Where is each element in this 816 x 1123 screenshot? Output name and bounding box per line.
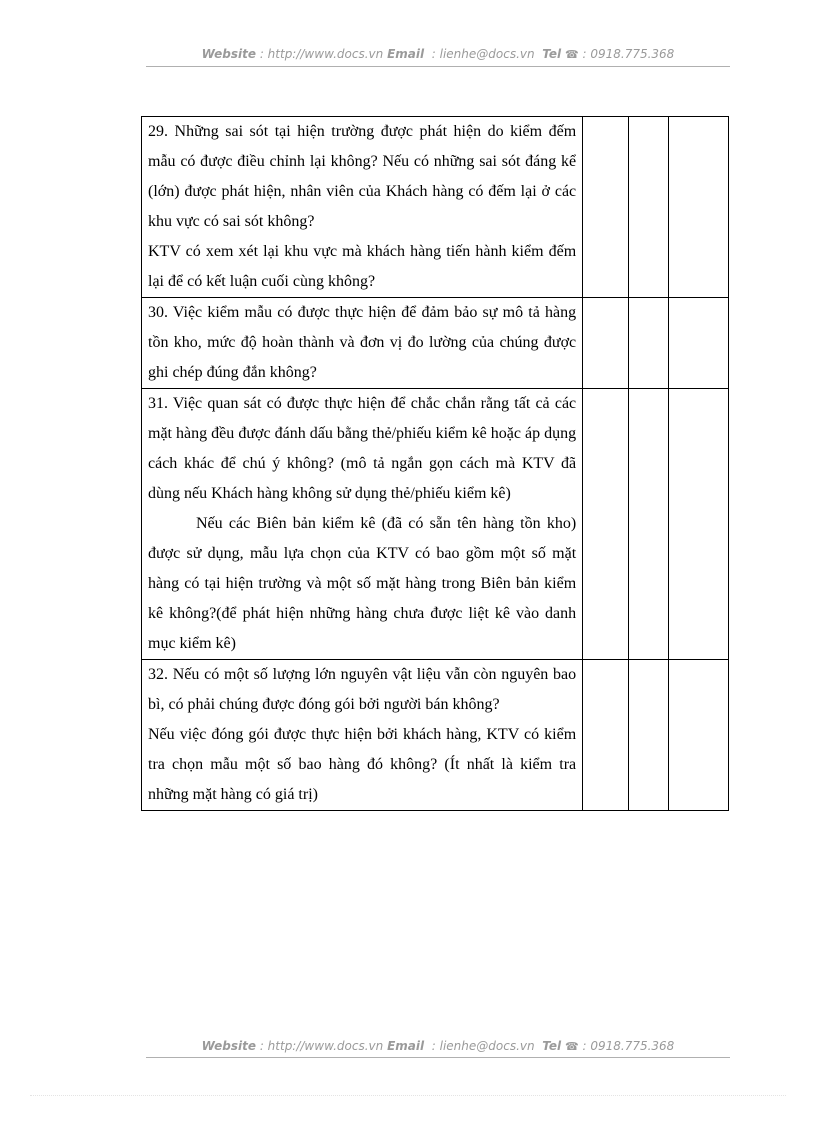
question-paragraph: KTV có xem xét lại khu vực mà khách hàng tiến hành kiểm đếm lại để có kết luận cuối cùng không? [148, 243, 577, 290]
phone-icon: ☎ [564, 48, 579, 61]
question-paragraph: Nếu các Biên bản kiểm kê (đã có sẵn tên hàng tồn kho) được sử dụng, mẫu lựa chọn của KTV có bao gồm một số mặt hàng có tại hiện trường và một số mặt hàng trong Biên bản kiểm kê không?(để phát hiện những hàng chưa được liệt kê vào danh mục kiểm kê) [148, 515, 577, 652]
answer-cell[interactable] [669, 660, 729, 811]
question-cell [142, 117, 583, 298]
question-cell [142, 298, 583, 389]
header-divider [146, 66, 730, 67]
answer-cell[interactable] [629, 389, 669, 660]
header-website-link[interactable]: http://www.docs.vn [267, 47, 384, 61]
header-tel-value: 0918.775.368 [590, 47, 675, 61]
question-paragraph: 30. Việc kiểm mẫu có được thực hiện để đảm bảo sự mô tả hàng tồn kho, mức độ hoàn thành và đơn vị đo lường của chúng được ghi chép đúng đắn không? [148, 304, 577, 381]
page-footer: Website : http://www.docs.vn Email : lienhe@docs.vn Tel ☎ : 0918.775.368 [146, 1039, 730, 1061]
answer-cell[interactable] [669, 389, 729, 660]
table-row [142, 117, 729, 298]
header-website-label: Website [201, 47, 256, 61]
question-paragraph: 29. Những sai sót tại hiện trường được phát hiện do kiểm đếm mẫu có được điều chỉnh lại không? Nếu có những sai sót đáng kể (lớn) được phát hiện, nhân viên của Khách hàng có đếm lại ở các khu vực có sai sót không? [148, 123, 577, 230]
page-edge-dots [30, 1095, 786, 1096]
checklist-table [141, 116, 729, 811]
question-paragraph: 31. Việc quan sát có được thực hiện để chắc chắn rằng tất cả các mặt hàng đều được đánh dấu bằng thẻ/phiếu kiểm kê hoặc áp dụng cách khác để chú ý không? (mô tả ngắn gọn cách mà KTV đã dùng nếu Khách hàng không sử dụng thẻ/phiếu kiểm kê) [148, 395, 577, 502]
answer-cell[interactable] [583, 117, 629, 298]
phone-icon: ☎ [564, 1040, 579, 1053]
table-row [142, 660, 729, 811]
footer-divider [146, 1057, 730, 1058]
question-paragraph: 32. Nếu có một số lượng lớn nguyên vật liệu vẫn còn nguyên bao bì, có phải chúng được đóng gói bởi người bán không? [148, 666, 577, 713]
answer-cell[interactable] [583, 298, 629, 389]
footer-email-link[interactable]: lienhe@docs.vn [439, 1039, 535, 1053]
answer-cell[interactable] [629, 660, 669, 811]
answer-cell[interactable] [629, 298, 669, 389]
question-cell [142, 660, 583, 811]
answer-cell[interactable] [669, 117, 729, 298]
answer-cell[interactable] [629, 117, 669, 298]
footer-email-label: Email [387, 1039, 425, 1053]
page-header: Website : http://www.docs.vn Email : lienhe@docs.vn Tel ☎ : 0918.775.368 [146, 47, 730, 69]
table-row [142, 389, 729, 660]
question-cell [142, 389, 583, 660]
header-email-label: Email [387, 47, 425, 61]
answer-cell[interactable] [583, 660, 629, 811]
header-email-link[interactable]: lienhe@docs.vn [439, 47, 535, 61]
footer-tel-label: Tel [542, 1039, 562, 1053]
header-tel-label: Tel [542, 47, 562, 61]
footer-tel-value: 0918.775.368 [590, 1039, 675, 1053]
table-row [142, 298, 729, 389]
question-paragraph: Nếu việc đóng gói được thực hiện bởi khách hàng, KTV có kiểm tra chọn mẫu một số bao hàng đó không? (Ít nhất là kiểm tra những mặt hàng có giá trị) [148, 726, 577, 803]
answer-cell[interactable] [669, 298, 729, 389]
footer-website-label: Website [201, 1039, 256, 1053]
footer-website-link[interactable]: http://www.docs.vn [267, 1039, 384, 1053]
answer-cell[interactable] [583, 389, 629, 660]
